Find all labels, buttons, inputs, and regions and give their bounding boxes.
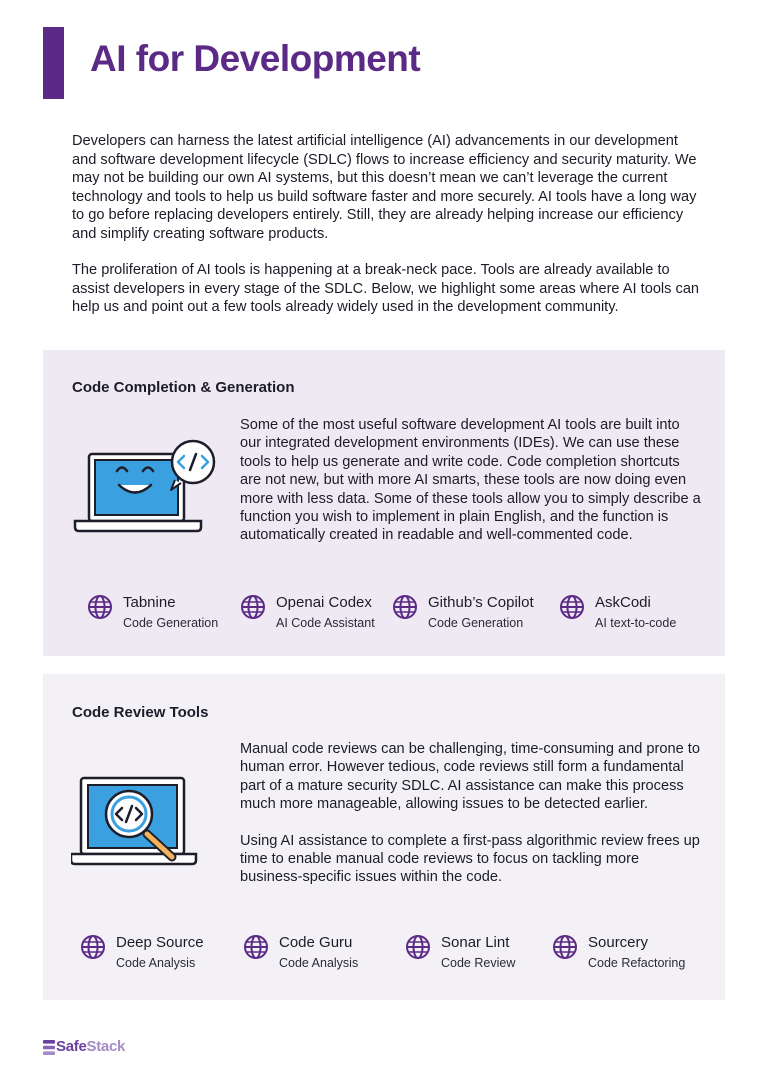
tool-name: Code Guru <box>279 934 353 951</box>
intro <box>72 132 702 335</box>
tool-description: Code Refactoring <box>588 956 686 970</box>
tool-description: AI text-to-code <box>595 616 677 630</box>
section-title: Code Completion & Generation <box>72 379 295 396</box>
section-title: Code Review Tools <box>72 704 209 721</box>
smiling-laptop-icon <box>71 438 221 548</box>
tool-name: Tabnine <box>123 594 176 611</box>
globe-icon <box>559 594 585 620</box>
tool-name: Openai Codex <box>276 594 372 611</box>
tool-name: Github’s Copilot <box>428 594 534 611</box>
logo-wordmark <box>56 1038 125 1055</box>
globe-icon <box>243 934 269 960</box>
title-accent-bar <box>43 27 64 99</box>
laptop-magnifier-icon <box>71 774 221 884</box>
globe-icon <box>405 934 431 960</box>
tool-description: Code Generation <box>123 616 219 630</box>
tool-description: Code Generation <box>428 616 524 630</box>
tool-description: Code Review <box>441 956 516 970</box>
section-code-completion <box>43 350 725 656</box>
section-code-review <box>43 674 725 1000</box>
tool-description: AI Code Assistant <box>276 616 375 630</box>
tool-description: Code Analysis <box>279 956 359 970</box>
tool-list <box>43 934 725 978</box>
page-title: AI for Development <box>90 38 421 79</box>
globe-icon <box>80 934 106 960</box>
section-paragraph: Using AI assistance to complete a first-pass algorithmic review frees up time to enable manual code reviews to focus on tackling more business-specific issues within the code. <box>240 832 700 886</box>
logo-wordmark-part2: Stack <box>86 1038 126 1055</box>
tool-list <box>43 594 725 638</box>
section-body <box>240 416 702 563</box>
stack-logo-icon <box>43 1040 55 1055</box>
section-paragraph: Manual code reviews can be challenging, time-consuming and prone to human error. However tedious, code reviews still form a fundamental part of a mature security SDLC. AI assistance can make this process much more manageable, allowing issues to be detected earlier. <box>240 741 700 813</box>
tool-name: Sourcery <box>588 934 649 951</box>
section-body <box>240 740 702 905</box>
tool-name: Sonar Lint <box>441 934 510 951</box>
intro-paragraph: Developers can harness the latest artificial intelligence (AI) advancements in our development and software development lifecycle (SDLC) flows to increase efficiency and security maturity. We may not be building our own AI systems, but this doesn’t mean we can’t leverage the current technology and tools to help us build software faster and more securely. AI tools have a long way to go before replacing developers entirely. Still, they are already helping increase our efficiency and simplify creating software products. <box>72 133 697 242</box>
section-paragraph: Some of the most useful software development AI tools are built into our integrated development environments (IDEs). We can use these tools to help us generate and write code. Code completion shortcuts are not new, but with more AI smarts, these tools are now doing even more with less data. Some of these tools allow you to simply describe a function you wish to implement in plain English, and the function is automatically created in readable and well-commented code. <box>240 417 701 544</box>
tool-name: Deep Source <box>116 934 204 951</box>
tool-name: AskCodi <box>595 594 651 611</box>
globe-icon <box>240 594 266 620</box>
intro-paragraph: The proliferation of AI tools is happening at a break-neck pace. Tools are already available to assist developers in every stage of the SDLC. Below, we highlight some areas where AI tools can help us and point out a few tools already widely used in the development community. <box>72 262 700 315</box>
globe-icon <box>392 594 418 620</box>
globe-icon <box>552 934 578 960</box>
logo-wordmark-part1: Safe <box>56 1038 87 1055</box>
tool-description: Code Analysis <box>116 956 196 970</box>
globe-icon <box>87 594 113 620</box>
